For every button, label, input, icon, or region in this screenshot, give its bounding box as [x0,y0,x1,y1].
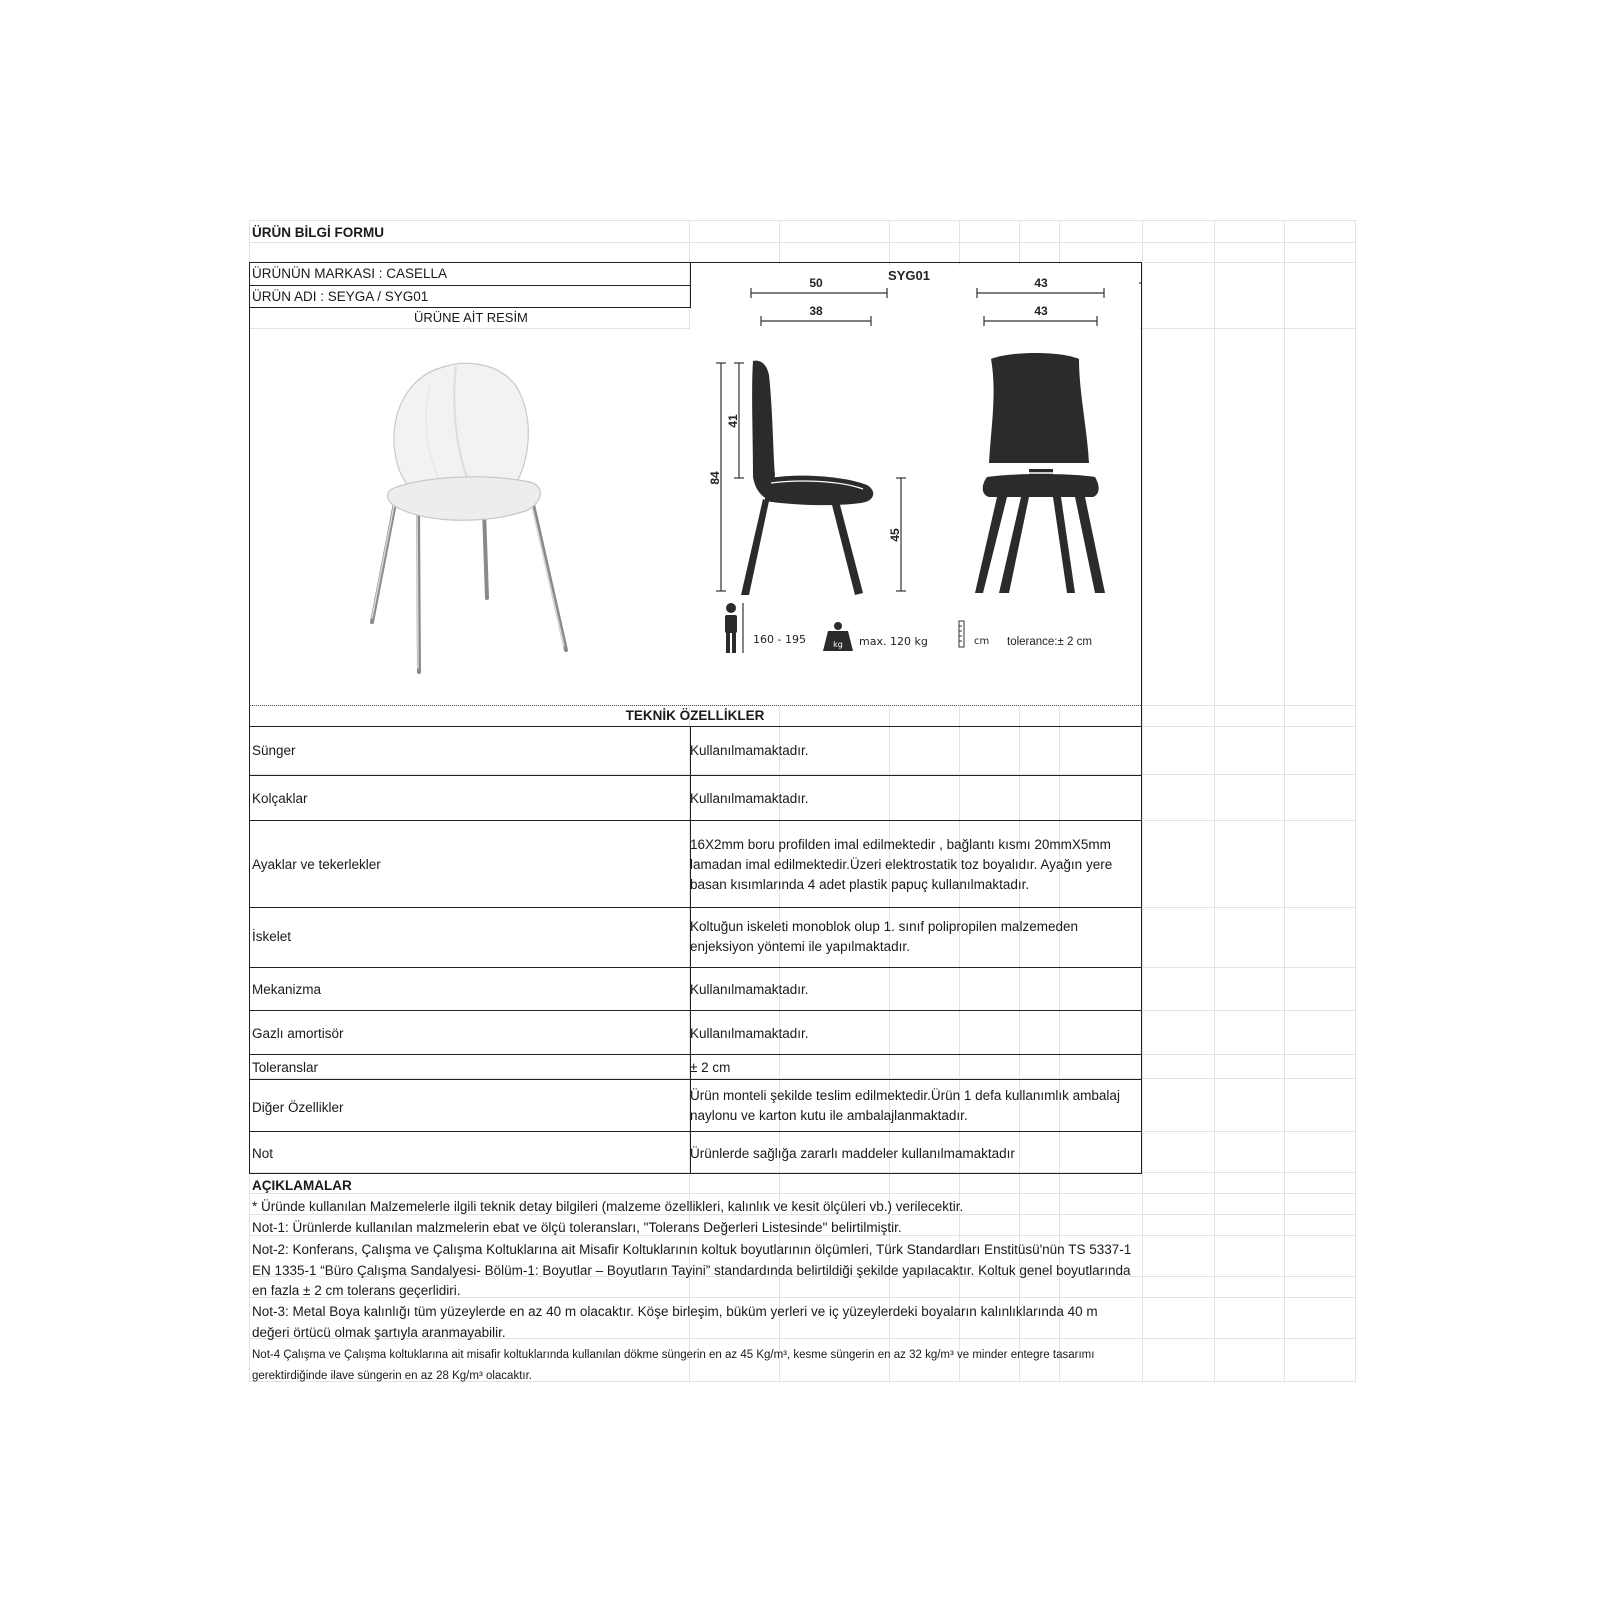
ruler-icon [959,621,964,647]
spec-label-toleranslar: Toleranslar [252,1060,319,1075]
dim-top-right: 43 [1034,276,1048,290]
spec-label-kolcaklar: Kolçaklar [252,791,308,806]
spec-label-mekanizma: Mekanizma [252,982,322,997]
brand-line: ÜRÜNÜN MARKASI : CASELLA [252,266,448,281]
spec-label-diger: Diğer Özellikler [252,1100,344,1115]
dim-second-left: 38 [809,304,823,318]
product-name-line: ÜRÜN ADI : SEYGA / SYG01 [252,289,429,304]
specs-title: TEKNİK ÖZELLİKLER [625,708,765,723]
weight-icon-label: kg [833,640,843,649]
spec-value-diger: Ürün monteli şekilde teslim edilmektedir.Ürün 1 defa kullanımlık ambalaj naylonu ve karton kutu ile ambalajlanmaktadır. [690,1088,1120,1123]
technical-drawing [691,263,1141,663]
spec-label-iskelet: İskelet [252,929,292,944]
note-4: Not-4 Çalışma ve Çalışma koltuklarına ait misafir koltuklarında kullanılan dökme süngerin en az 45 Kg/m³, kesme süngerin en az 32 kg/m³ ve minder entegre tasarımı gerektirdiğinde ilave süngerin en az 28 Kg/m³ olacaktır. [252,1349,1095,1382]
spec-label-amortisor: Gazlı amortisör [252,1026,344,1041]
spec-value-amortisor: Kullanılmamaktadır. [690,1026,809,1041]
spec-value-kolcaklar: Kullanılmamaktadır. [690,791,809,806]
tolerance-label: tolerance:± 2 cm [1007,636,1092,648]
side-view-chair [741,361,873,595]
dim-second-right: 43 [1034,304,1048,318]
form-title: ÜRÜN BİLGİ FORMU [252,225,384,240]
notes-title: AÇIKLAMALAR [252,1178,352,1193]
spec-value-ayaklar: 16X2mm boru profilden imal edilmektedir , bağlantı kısmı 20mmX5mm lamadan imal edilmektedir.Üzeri elektrostatik toz boyalıdır. Ayağın yere basan kısımlarında 4 adet plastik papuç kullanılmaktadır. [690,837,1113,892]
note-2: Not-2: Konferans, Çalışma ve Çalışma Koltuklarına ait Misafir Koltuklarının koltuk boyutlarının ölçümleri, Türk Standardları Enstitüsü'nün TS 5337-1 EN 1335-1 “Büro Çalışma Sandalyesi- Bölüm-1: Boyutlar – Boyutların Tayini” standardında belirtildiği şekilde yapılacaktır. Koltuk genel boyutlarında en fazla ± 2 cm tolerans geçerlidiri. [252,1242,1132,1298]
dim-backrest: 41 [726,414,740,428]
spec-value-mekanizma: Kullanılmamaktadır. [690,982,809,997]
spec-value-iskelet: Koltuğun iskeleti monoblok olup 1. sınıf polipropilen malzemeden enjeksiyon yöntemi ile yapılmaktadır. [690,919,1078,954]
dim-total-height: 84 [708,471,722,485]
spec-label-not: Not [252,1146,274,1161]
person-icon [725,603,743,653]
spec-label-ayaklar: Ayaklar ve tekerlekler [252,857,381,872]
image-caption: ÜRÜNE AİT RESİM [414,310,528,325]
spec-value-sunger: Kullanılmamaktadır. [690,743,809,758]
model-code: SYG01 [888,268,930,283]
note-3: Not-3: Metal Boya kalınlığı tüm yüzeylerde en az 40 m olacaktır. Köşe birleşim, büküm yerleri ve iç yüzeylerdeki boyaların kalınlıklarında 40 m değeri örtücü olmak şartıyla aranmayabilir. [252,1304,1098,1340]
max-load: max. 120 kg [859,635,928,648]
spec-value-toleranslar: ± 2 cm [690,1060,731,1075]
user-height: 160 - 195 [753,633,806,646]
dim-seat-height: 45 [888,528,902,542]
spec-label-sunger: Sünger [252,743,296,758]
unit-label: cm [974,636,990,647]
dim-top-left: 50 [809,276,823,290]
note-1: Not-1: Ürünlerde kullanılan malzmelerin ebat ve ölçü toleransları, "Tolerans Değerleri Listesinde" belirtilmiştir. [252,1220,902,1235]
spec-value-not: Ürünlerde sağlığa zararlı maddeler kullanılmamaktadır [690,1146,1015,1161]
note-general: * Üründe kullanılan Malzemelerle ilgili teknik detay bilgileri (malzeme özellikleri, kalınlık ve kesit ölçüleri vb.) verilecektir. [252,1199,964,1214]
chair-photo [360,360,580,680]
